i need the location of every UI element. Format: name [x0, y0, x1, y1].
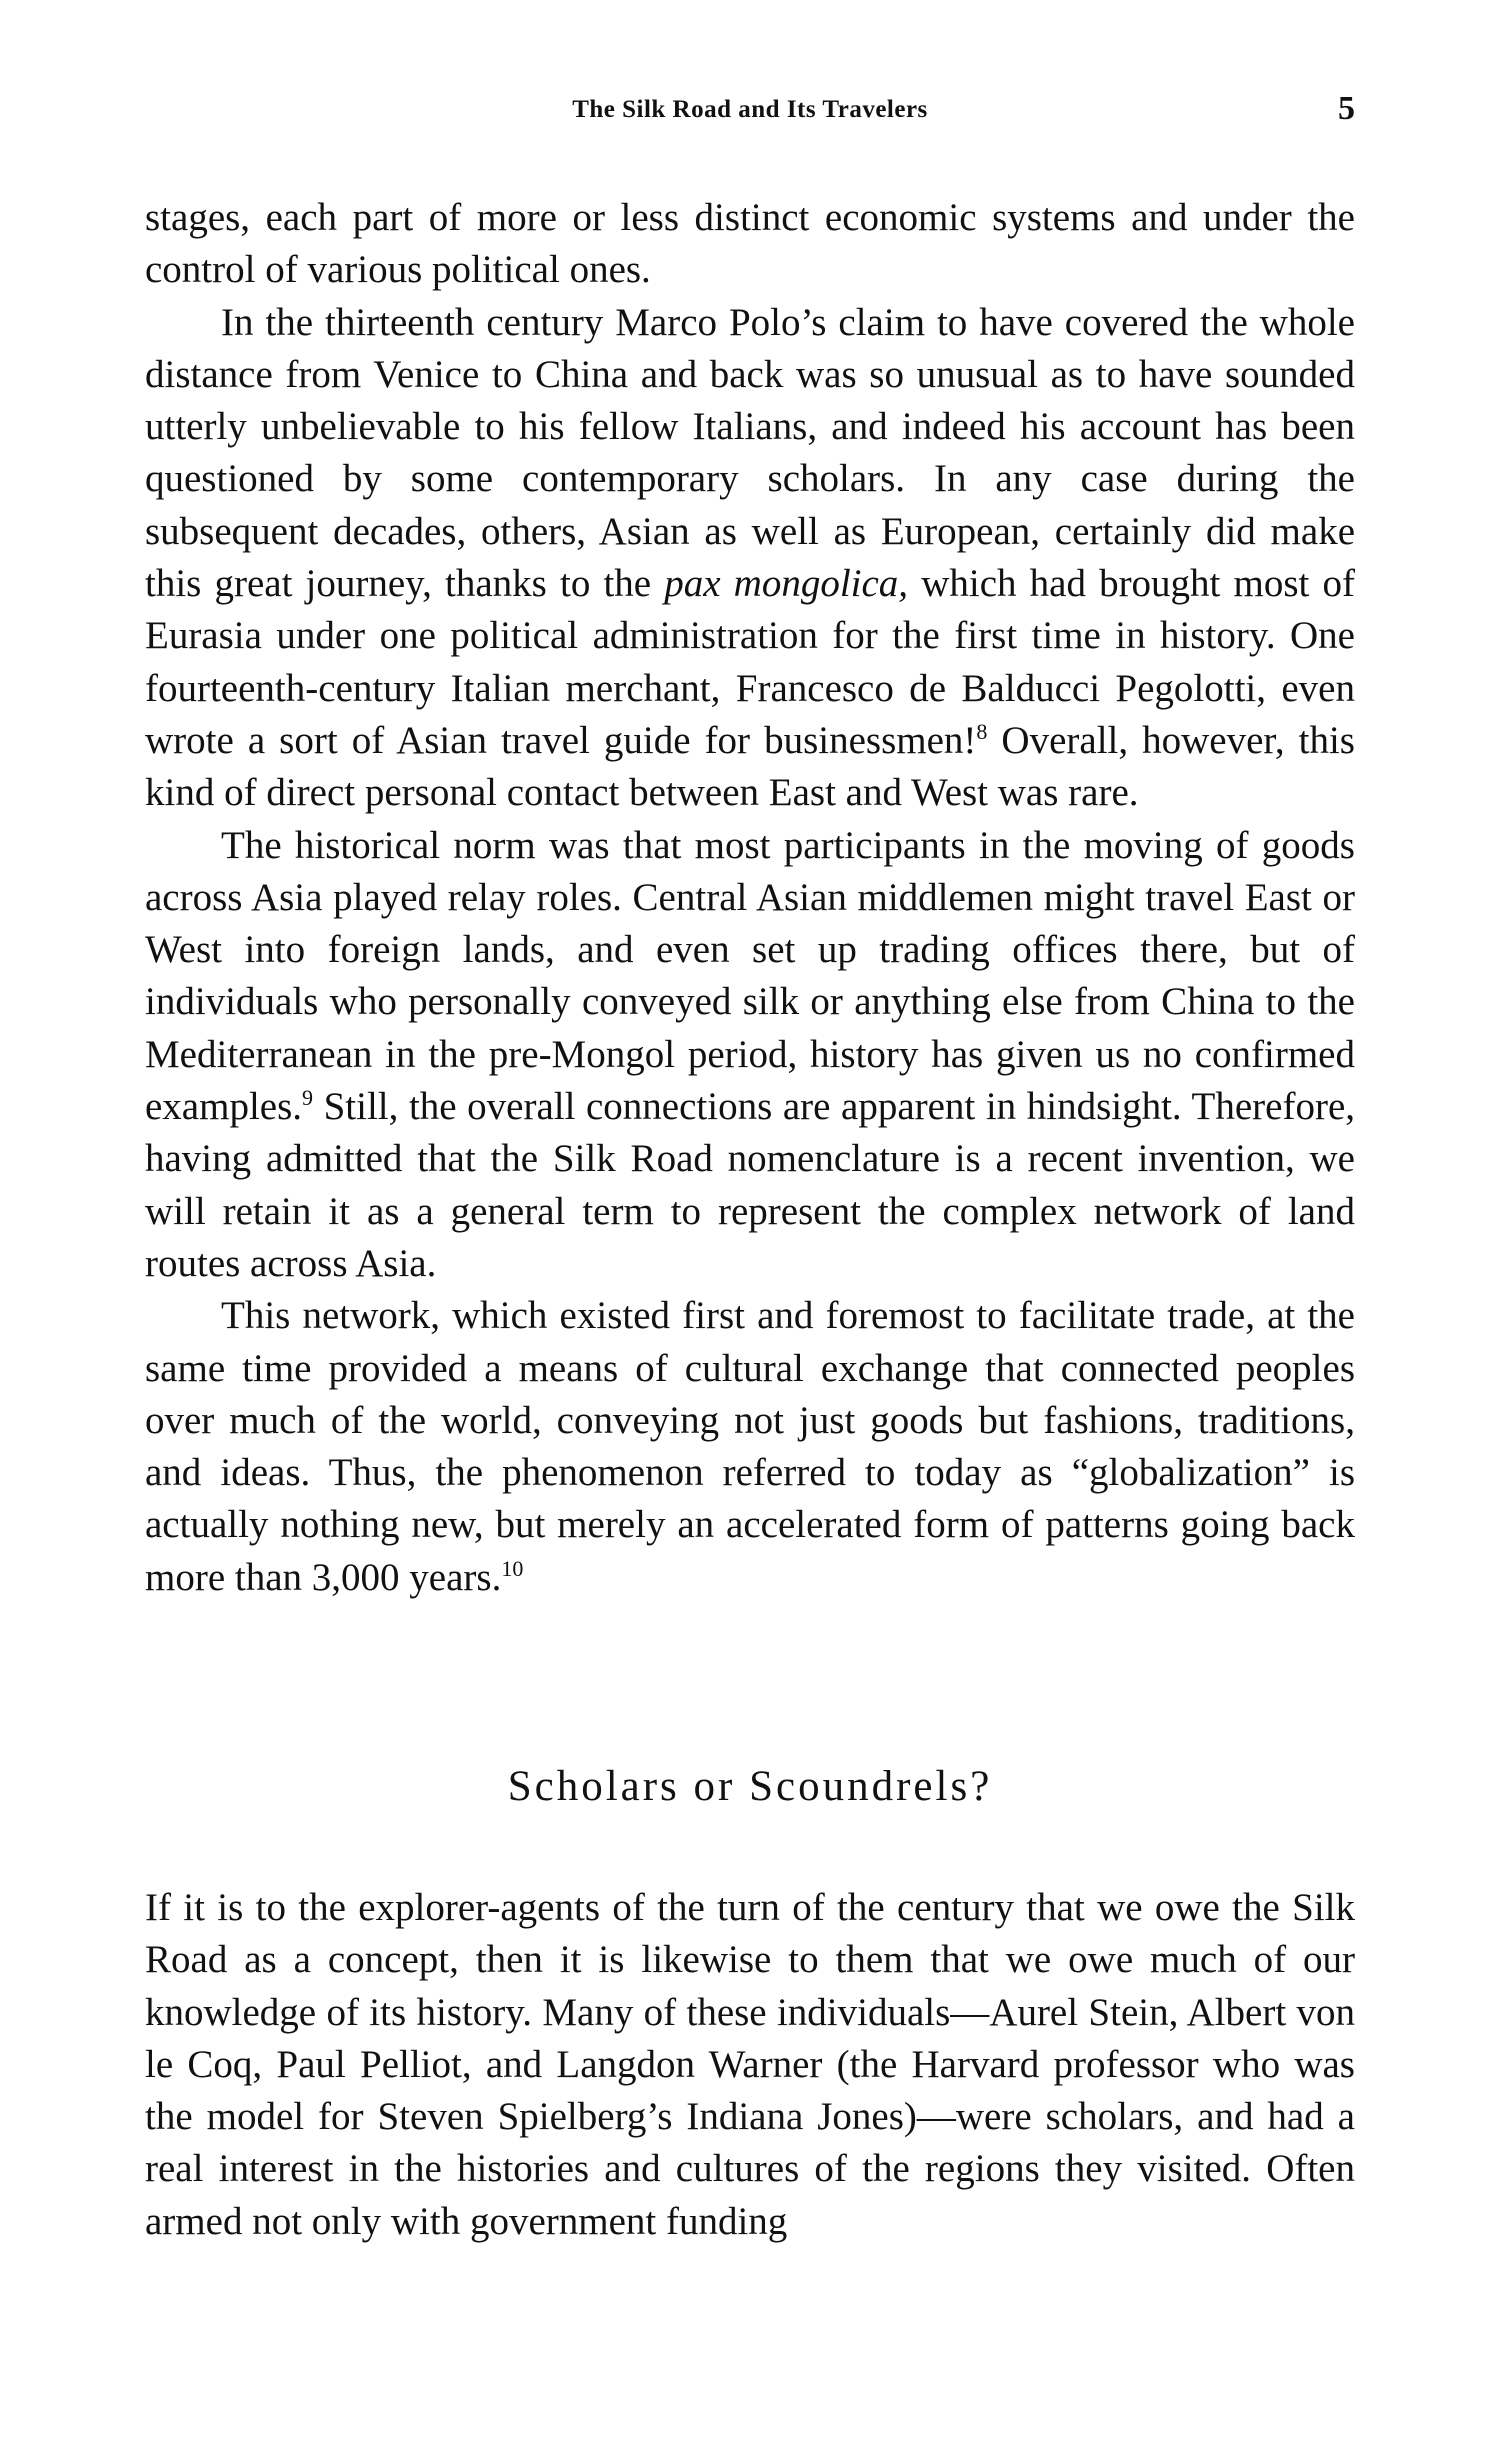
- italic-phrase: pax mongolica,: [664, 562, 909, 606]
- footnote-marker: 10: [501, 1555, 524, 1581]
- paragraph-text: stages, each part of more or less distinct economic systems and under the control of various political ones.: [145, 196, 1355, 292]
- paragraph-text: This network, which existed first and foremost to facilitate trade, at the same time provided a means of cultural exchange that connected peoples over much of the world, conveying not just goods but fashions, traditions, and ideas. Thus, the phenomenon referred to today as “globalization” is actually nothing new, but merely an accelerated form of patterns going back more than 3,000 years.: [145, 1294, 1355, 1599]
- running-head: [145, 90, 1355, 136]
- body-text: [145, 192, 1355, 1604]
- footnote-marker: 8: [976, 718, 988, 744]
- paragraph-text: which had brought most of Eurasia under one political administration for the first time in history. One fourteenth-century Italian merchant, Francesco de Balducci Pegolotti, even wrote a sort of Asian travel guide for businessmen!: [145, 562, 1355, 762]
- paragraph-text: Overall, however, this kind of direct personal contact between East and West was rare.: [145, 718, 1355, 815]
- paragraph-text: The historical norm was that most participants in the moving of goods across Asia played relay roles. Central Asian middlemen might travel East or West into foreign lands, and even set up trading offices there, but of individuals who personally conveyed silk or anything else from China to the Mediterranean in the pre-Mongol period, history has given us no confirmed examples.: [145, 823, 1355, 1129]
- paragraph-text: In the thirteenth century Marco Polo’s claim to have covered the whole distance from Venice to China and back was so unusual as to have sounded utterly unbelievable to his fellow Italians, and indeed his account has been questioned by some contemporary scholars. In any case during the subsequent decades, others, Asian as well as European, certainly did make this great journey, thanks to the: [145, 300, 1355, 606]
- section-body: [145, 1882, 1355, 2248]
- paragraph-text: Still, the overall connections are apparent in hindsight. Therefore, having admitted that the Silk Road nomenclature is a recent invention, we will retain it as a general term to represent the complex network of land routes across Asia.: [145, 1085, 1355, 1285]
- paragraph-historical-norm: [145, 820, 1355, 1291]
- paragraph-continued: [145, 192, 1355, 297]
- footnote-marker: 9: [302, 1085, 314, 1111]
- page-number: 5: [1338, 90, 1355, 127]
- paragraph-explorer-agents: If it is to the explorer-agents of the turn of the century that we owe the Silk Road as a concept, then it is likewise to them that we owe much of our knowledge of its history. Many of these individuals—Aurel Stein, Albert von le Coq, Paul Pelliot, and Langdon Warner (the Harvard professor who was the model for Steven Spielberg’s Indiana Jones)—were scholars, and had a real interest in the histories and cultures of the regions they visited. Often armed not only with government funding: [145, 1886, 1355, 2243]
- paragraph-marco-polo: [145, 297, 1355, 820]
- section-heading: Scholars or Scoundrels?: [507, 1763, 993, 1810]
- paragraph-network: [145, 1290, 1355, 1604]
- running-title: The Silk Road and Its Travelers: [572, 96, 928, 123]
